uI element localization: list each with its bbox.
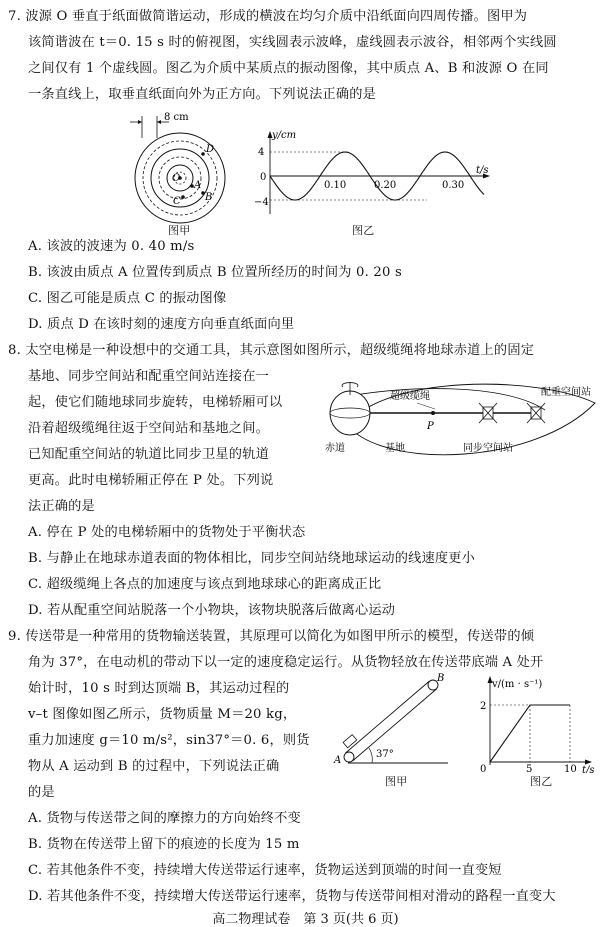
q9-y-axis-label: v/(m · s⁻¹) (492, 679, 543, 690)
q7-xtick-010: 0.10 (324, 180, 347, 191)
q7-ytick-neg4: −4 (254, 197, 269, 208)
q7-option-b: B. 该波由质点 A 位置传到质点 B 位置所经历的时间为 0. 20 s (28, 265, 402, 280)
q7-xtick-030: 0.30 (442, 180, 465, 191)
label-o: O (172, 173, 181, 184)
label-c: C (173, 196, 181, 207)
q9-stem-line-3: 始计时，10 s 时到达顶端 B，其运动过程的 (28, 681, 290, 696)
q9-option-b: B. 货物在传送带上留下的痕迹的长度为 15 m (28, 837, 300, 852)
q7-option-d: D. 质点 D 在该时刻的速度方向垂直纸面向里 (28, 317, 295, 332)
q7-x-axis-label: t/s (476, 165, 489, 176)
q9-conveyor-figure (320, 673, 455, 773)
q7-figure-b (252, 128, 497, 220)
label-sync-station: 同步空间站 (463, 443, 513, 454)
q8-stem-line-5: 已知配重空间站的轨道比同步卫星的轨道 (28, 447, 269, 462)
q7-stem-line-1: 7. 波源 O 垂直于纸面做简谐运动，形成的横波在均匀介质中沿纸面向四周传播。图甲为 (8, 9, 528, 24)
q8-option-d: D. 若从配重空间站脱落一个小物块，该物块脱落后做离心运动 (28, 603, 396, 618)
label-a: A (334, 755, 342, 766)
q7-stem-line-2: 该简谐波在 t＝0. 15 s 时的俯视图，实线圆表示波峰，虚线圆表示波谷，相邻两个实线圆 (28, 35, 557, 50)
label-angle: 37° (376, 749, 394, 760)
page-footer: 高二物理试卷 第 3 页(共 6 页) (212, 912, 399, 927)
q9-option-d: D. 若其他条件不变，持续增大传送带运行速率，货物与传送带间相对滑动的路程一直变大 (28, 889, 556, 904)
q7-fig-a-caption: 图甲 (168, 224, 191, 237)
q7-ytick-4: 4 (258, 147, 265, 158)
q9-vt-graph (470, 673, 600, 773)
label-b: B (205, 192, 213, 203)
q8-option-a: A. 停在 P 处的电梯轿厢中的货物处于平衡状态 (28, 525, 306, 540)
q8-space-elevator-figure (305, 365, 605, 475)
q8-stem-line-1: 8. 太空电梯是一种设想中的交通工具，其示意图如图所示，超级缆绳将地球赤道上的固定 (8, 343, 535, 358)
point-d-dot (201, 152, 205, 156)
label-base: 基地 (385, 443, 405, 454)
label-counterweight-station: 配重空间站 (541, 387, 591, 398)
q9-xtick-10: 10 (564, 764, 577, 773)
label-b: B (437, 673, 445, 684)
label-a: A (194, 180, 202, 191)
q9-stem-line-4: v–t 图像如图乙所示，货物质量 M＝20 kg， (28, 707, 297, 722)
q9-option-a: A. 货物与传送带之间的摩擦力的方向始终不变 (28, 811, 301, 826)
q9-stem-line-1: 9. 传送带是一种常用的货物输送装置，其原理可以简化为如图甲所示的模型，传送带的倾 (8, 629, 535, 644)
q8-stem-line-4: 沿着超级缆绳往返于空间站和基地之间。 (28, 421, 269, 436)
q7-dim-label: 8 cm (164, 112, 189, 123)
q7-stem-line-4: 一条直线上，取垂直纸面向外为正方向。下列说法正确的是 (28, 87, 377, 102)
q8-stem-line-7: 法正确的是 (28, 499, 95, 514)
q7-option-a: A. 该波的波速为 0. 40 m/s (28, 239, 195, 254)
q9-xtick-0: 0 (480, 764, 487, 773)
label-super-cable: 超级缆绳 (390, 391, 430, 402)
q8-option-c: C. 超级缆绳上各点的加速度与该点到地球球心的距离成正比 (28, 577, 382, 592)
q7-fig-b-caption: 图乙 (352, 224, 375, 237)
q9-stem-line-6: 物从 A 运动到 B 的过程中，下列说法正确 (28, 759, 280, 774)
q9-x-axis-label: t/s (582, 765, 595, 773)
q9-ytick-2: 2 (480, 701, 487, 712)
q8-option-b: B. 与静止在地球赤道表面的物体相比，同步空间站绕地球运动的线速度更小 (28, 551, 476, 566)
label-d: D (206, 144, 215, 155)
q7-figure-a (120, 108, 250, 233)
q9-stem-line-5: 重力加速度 g＝10 m/s²，sin37°＝0. 6，则货 (28, 733, 310, 748)
q8-stem-line-3: 起，使它们随地球同步旋转，电梯轿厢可以 (28, 395, 283, 410)
q7-y-axis-label: y/cm (272, 130, 297, 141)
point-c-dot (181, 195, 185, 199)
q9-stem-line-7: 的是 (28, 785, 55, 800)
cargo-block (343, 735, 357, 748)
q8-stem-line-6: 更高。此时电梯轿厢正停在 P 处。下列说 (28, 473, 274, 488)
q7-option-c: C. 图乙可能是质点 C 的振动图像 (28, 291, 227, 306)
q8-stem-line-2: 基地、同步空间站和配重空间站连接在一 (28, 369, 269, 384)
q7-xtick-020: 0.20 (374, 180, 397, 191)
elevator-point-p (431, 411, 435, 415)
q9-stem-line-2: 角为 37°，在电动机的带动下以一定的速度稳定运行。从货物轻放在传送带底端 A 处开 (28, 655, 544, 670)
q9-fig-a-caption: 图甲 (385, 775, 408, 788)
label-p: P (427, 421, 434, 432)
q9-fig-b-caption: 图乙 (530, 775, 553, 788)
q9-option-c: C. 若其他条件不变，持续增大传送带运行速率，货物运送到顶端的时间一直变短 (28, 863, 502, 878)
q7-ytick-0: 0 (260, 172, 267, 183)
q9-xtick-5: 5 (526, 764, 533, 773)
q7-stem-line-3: 之间仅有 1 个虚线圆。图乙为介质中某质点的振动图像，其中质点 A、B 和波源 O 在同 (28, 61, 549, 76)
label-equator: 赤道 (325, 443, 345, 454)
